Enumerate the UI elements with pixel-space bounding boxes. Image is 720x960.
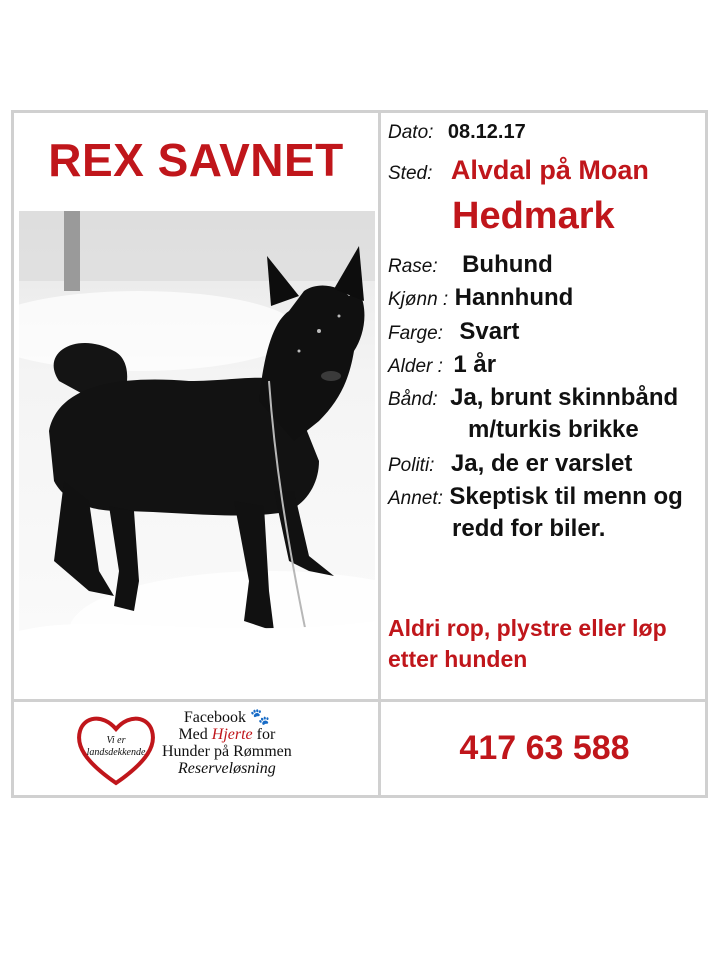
band-label: Bånd: bbox=[388, 389, 438, 410]
sted-value: Alvdal på Moan bbox=[450, 155, 649, 185]
field-rase bbox=[388, 251, 553, 279]
warning-note: Aldri rop, plystre eller løp etter hunden bbox=[388, 615, 667, 672]
field-farge bbox=[388, 318, 519, 346]
field-sted-region bbox=[452, 195, 615, 238]
alder-label: Alder : bbox=[388, 356, 443, 377]
logo-facebook: Facebook bbox=[183, 709, 247, 726]
politi-label: Politi: bbox=[388, 455, 435, 476]
annet-value: Skeptisk til menn og bbox=[449, 483, 683, 510]
field-kjonn bbox=[388, 284, 573, 312]
dog-in-snow-illustration bbox=[19, 211, 375, 681]
divider-vertical bbox=[378, 113, 381, 795]
dog-photo bbox=[19, 211, 375, 681]
poster-title: REX SAVNET bbox=[48, 134, 344, 186]
organization-logo bbox=[74, 709, 374, 789]
badge-line2: landsdekkende bbox=[86, 747, 146, 758]
divider-horizontal bbox=[14, 699, 705, 702]
field-annet-cont bbox=[452, 515, 605, 543]
kjonn-value: Hannhund bbox=[454, 284, 574, 311]
logo-line2 bbox=[162, 726, 292, 743]
annet-value-2: redd for biler. bbox=[452, 515, 606, 542]
missing-dog-poster bbox=[11, 110, 708, 798]
annet-label: Annet: bbox=[388, 488, 443, 509]
logo-line4: Reserveløsning bbox=[178, 760, 276, 777]
field-band-cont bbox=[468, 416, 639, 444]
paw-icon: 🐾 bbox=[250, 709, 270, 726]
rase-label: Rase: bbox=[388, 256, 438, 277]
field-politi bbox=[388, 450, 632, 478]
field-sted bbox=[388, 155, 649, 186]
badge-line1: Vi er bbox=[106, 735, 126, 746]
kjonn-label: Kjønn : bbox=[388, 289, 449, 310]
band-value: Ja, brunt skinnbånd bbox=[450, 384, 679, 411]
farge-value: Svart bbox=[459, 318, 520, 345]
alder-value: 1 år bbox=[453, 351, 497, 378]
logo-line2-c: for bbox=[252, 726, 276, 743]
dato-label: Dato: bbox=[388, 122, 434, 143]
logo-text bbox=[162, 709, 292, 777]
logo-line3: Hunder på Rømmen bbox=[162, 743, 292, 760]
badge-text bbox=[82, 735, 150, 759]
field-alder bbox=[388, 351, 496, 379]
farge-label: Farge: bbox=[388, 323, 443, 344]
field-dato bbox=[388, 121, 526, 144]
politi-value: Ja, de er varslet bbox=[450, 450, 633, 477]
logo-line2-a: Med bbox=[178, 726, 212, 743]
sted-label: Sted: bbox=[388, 163, 433, 184]
logo-line2-b: Hjerte bbox=[211, 726, 253, 743]
field-annet bbox=[388, 483, 683, 511]
rase-value: Buhund bbox=[462, 251, 553, 278]
band-value-2: m/turkis brikke bbox=[468, 416, 639, 443]
dato-value: 08.12.17 bbox=[447, 121, 526, 143]
sted-value-region: Hedmark bbox=[452, 195, 615, 237]
contact-phone: 417 63 588 bbox=[459, 729, 630, 767]
logo-line1 bbox=[162, 709, 292, 726]
field-band bbox=[388, 384, 678, 412]
